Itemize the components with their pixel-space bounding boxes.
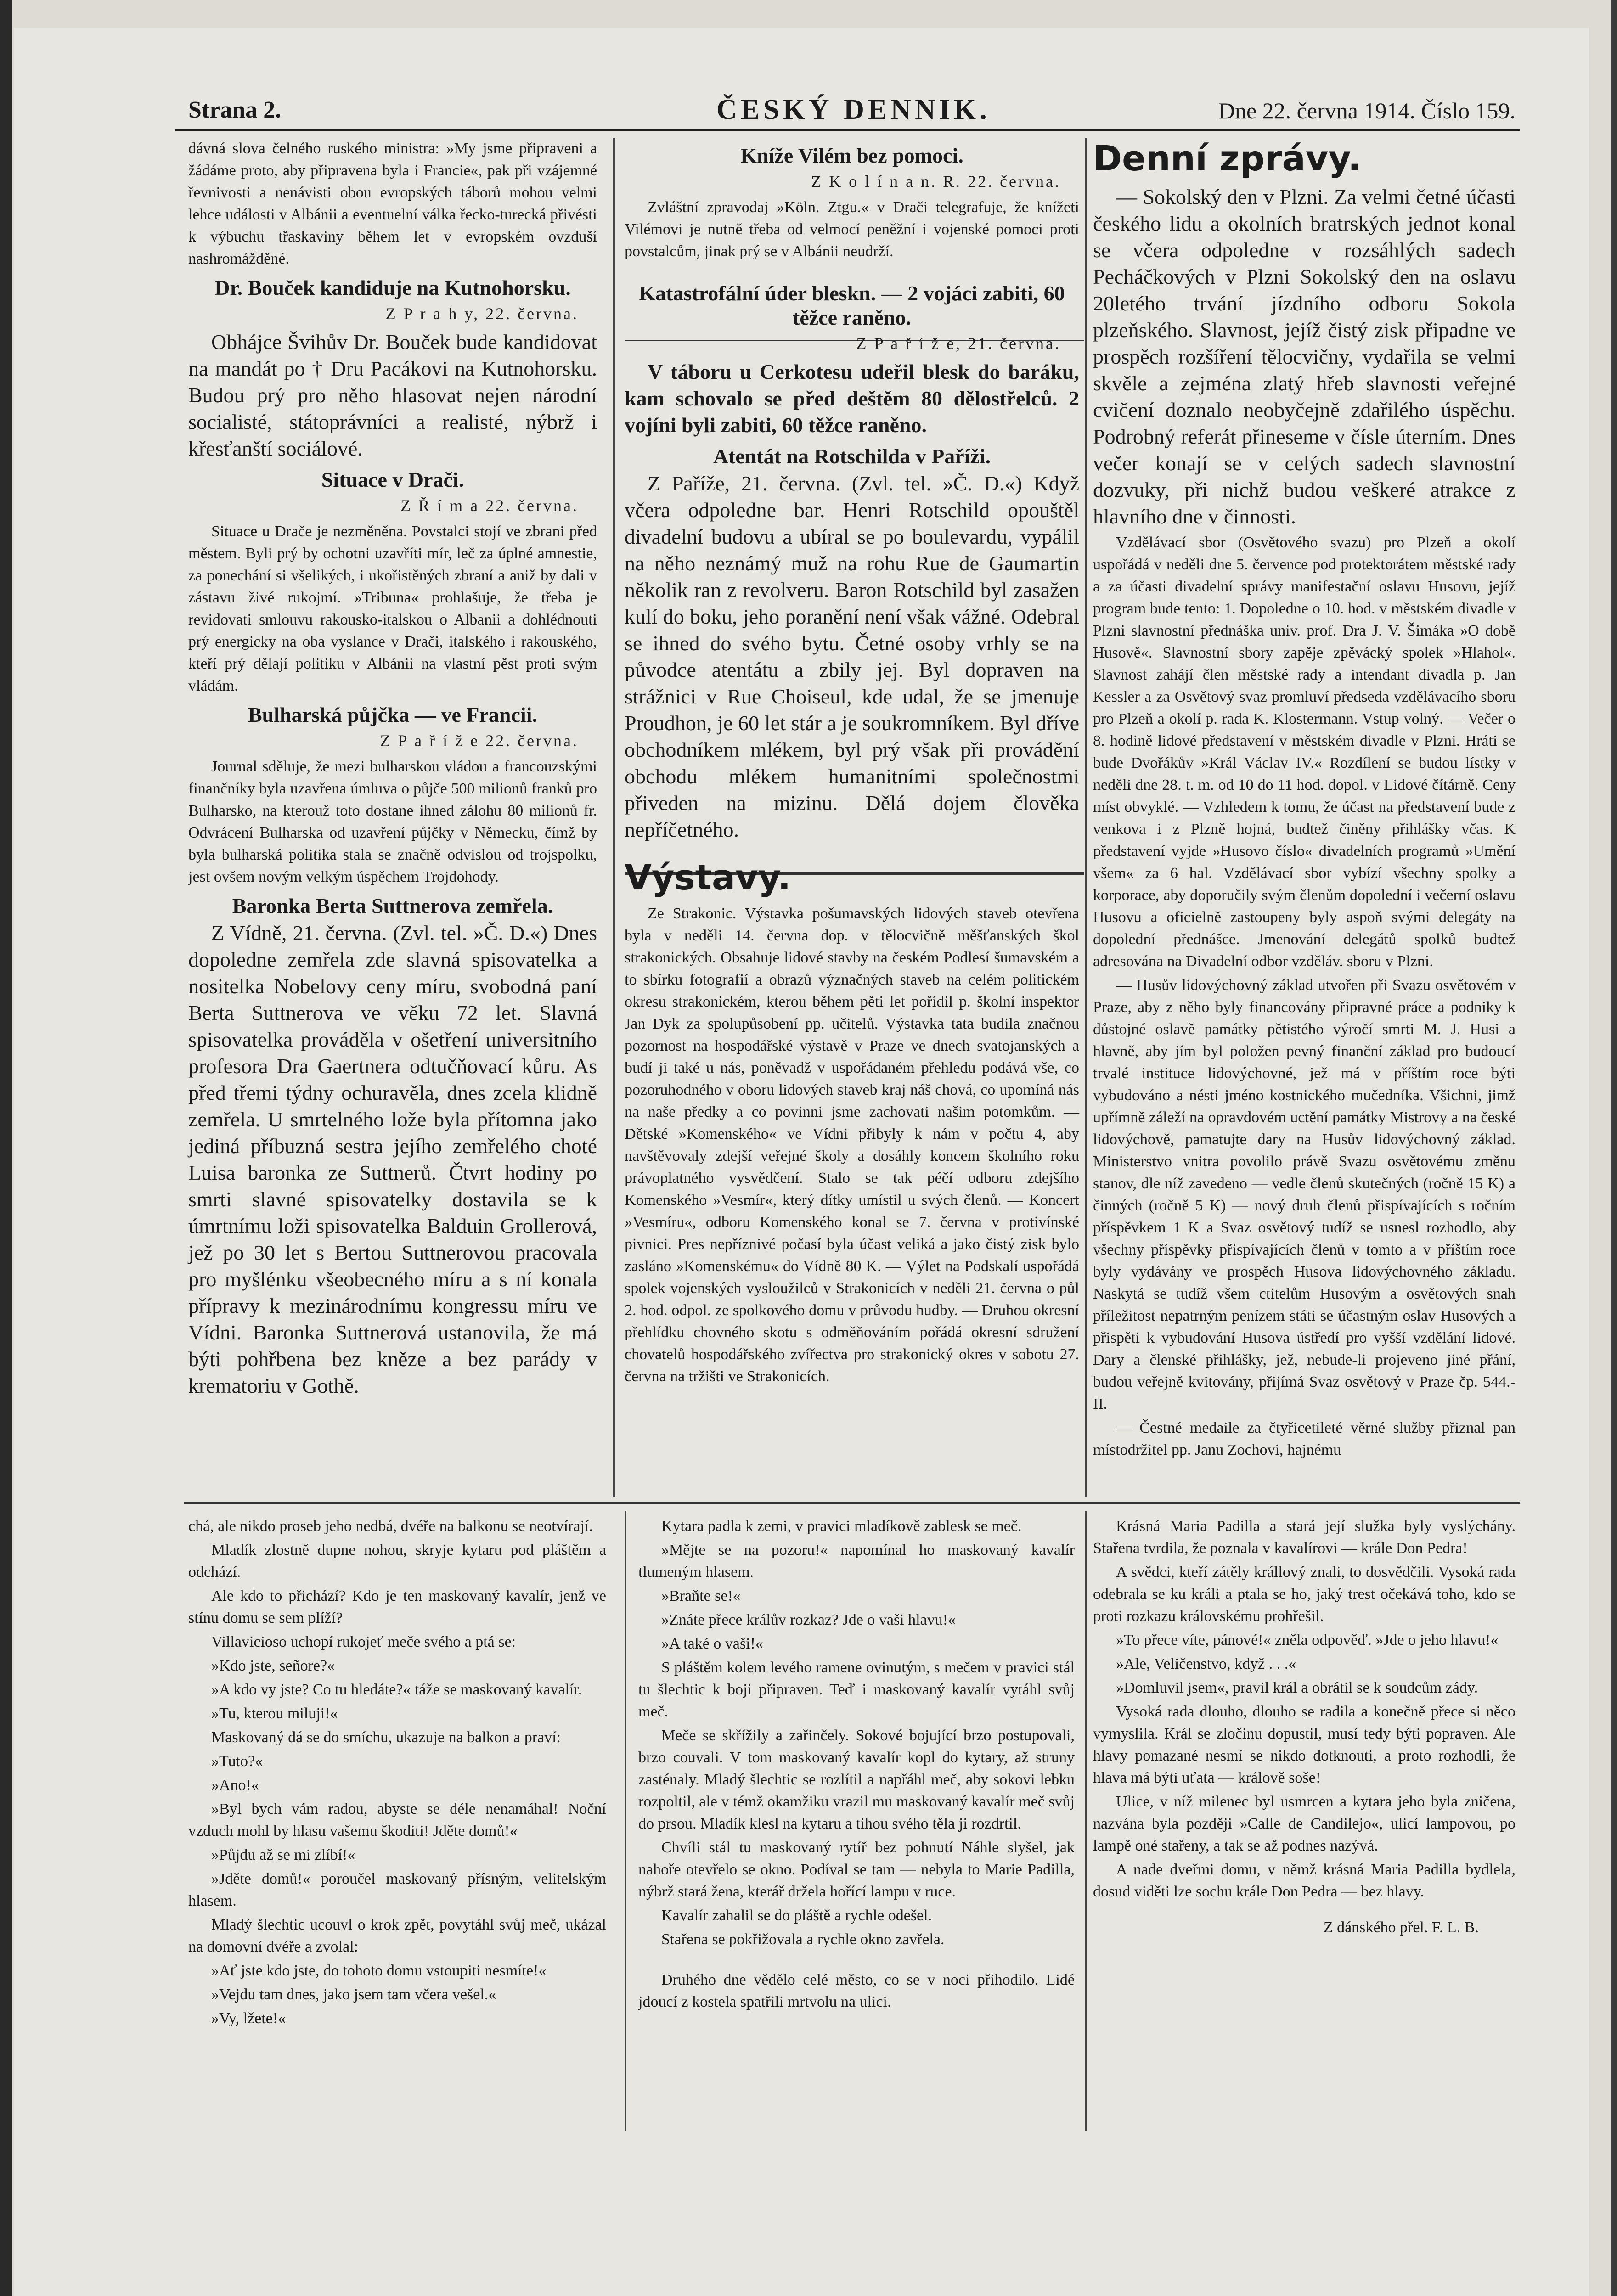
feuilleton-paragraph: »Tu, kterou miluji!«: [211, 1705, 338, 1722]
feuilleton-paragraph: Mladík zlostně dupne nohou, skryje kytaru pod pláštěm a odchází.: [188, 1542, 606, 1581]
headline: Katastrofální úder bleskn. — 2 vojáci zabiti, 60 těžce raněno.: [639, 281, 1065, 329]
feuilleton-paragraph: »Braňte se!«: [661, 1587, 741, 1604]
feuilleton-paragraph: »Ale, Veličenstvo, když . . .«: [1116, 1655, 1296, 1672]
feuilleton-paragraph: »Vejdu tam dnes, jako jsem tam včera vešel.«: [211, 1986, 496, 2003]
feuilleton-paragraph: »Vy, lžete!«: [211, 2010, 286, 2027]
issue-date: Dne 22. června 1914. Číslo 159.: [1218, 98, 1516, 124]
feuilleton-paragraph: »Mějte se na pozoru!« napomínal ho maskovaný kavalír tlumeným hlasem.: [638, 1542, 1075, 1581]
feuilleton-paragraph: »Kdo jste, señore?«: [211, 1657, 335, 1674]
article-body: Zvláštní zpravodaj »Köln. Ztgu.« v Drači telegrafuje, že knížeti Vilémovi je nutně třeba od velmocí peněžní i vojenské pomoci proti povstalcům, jinak prý se v Albánii neudrží.: [625, 199, 1079, 260]
article-body: Journal sděluje, že mezi bulharskou vládou a francouzskými finančníky byla uzavřena úmluva o půjče 500 milionů franků pro Bulharsko, na kterouž toto dostane ihned zálohu 80 milionů fr. Odvrácení Bulharska od uzavření půjčky v Německu, čímž by byla bulharská politika stala se značně odvislou od trojspolku, jest ovšem novým velkým úspěchem Trojdohody.: [188, 758, 597, 885]
headline: Dr. Bouček kandiduje na Kutnohorsku.: [214, 276, 571, 299]
section-heading: Výstavy.: [625, 857, 791, 898]
article-body: Obhájce Švihův Dr. Bouček bude kandidovat na mandát po † Dru Pacákovi na Kutnohorsku. Budou prý pro něho hlasovat nejen národní socialisté, státoprávníci a realisté, nýbrž i křesťanští sociálové.: [188, 330, 597, 460]
feuilleton-paragraph: »Byl bych vám radou, abyste se déle nenamáhal! Noční vzduch mohl by hlasu vašemu škoditi! Jděte domů!«: [188, 1801, 606, 1840]
feuilleton-paragraph: Villavicioso uchopí rukojeť meče svého a ptá se:: [211, 1633, 516, 1650]
feuilleton-column-1: [188, 1515, 606, 2032]
feuilleton-paragraph: Kytara padla k zemi, v pravici mladíkově zablesk se meč.: [661, 1518, 1022, 1535]
article-body: Z Paříže, 21. června. (Zvl. tel. »Č. D.«) Když včera odpoledne bar. Henri Rotschild opouštěl divadelní budovu a ubíral se po boulevardu, vypálil na něho neznámý muž na rohu Rue de Gaumartin několik ran z revolveru. Baron Rotschild byl zasažen kulí do boku, jeho poranění není však vážné. Odebral se ihned do svého bytu. Četné osoby vrhly se na původce atentátu a zbily jej. Byl dopraven na strážnici v Rue Choiseul, kde udal, že se jmenuje Proudhon, je 60 let stár a je soukromníkem. Byl dříve obchodníkem mlékem, byl prý však při provádění obchodu mlékem humanitními společnostmi přiveden na mizinu. Dělá dojem člověka nepříčetného.: [625, 472, 1079, 841]
feuilleton-column-3: [1093, 1515, 1516, 1939]
feuilleton-paragraph: »Ať jste kdo jste, do tohoto domu vstoupiti nesmíte!«: [211, 1962, 547, 1979]
feuilleton-paragraph: A nade dveřmi domu, v němž krásná Maria Padilla bydlela, dosud viděti lze sochu krále Don Pedra — bez hlavy.: [1093, 1861, 1516, 1900]
feuilleton-paragraph: S pláštěm kolem levého ramene ovinutým, s mečem v pravici stál tu šlechtic k boji připraven. Teď i maskovaný kavalír vytáhl svůj meč.: [638, 1659, 1075, 1720]
column-2: [625, 138, 1079, 1390]
feuilleton-paragraph: »Domluvil jsem«, pravil král a obrátil se k soudcům zády.: [1116, 1679, 1478, 1696]
feuilleton-paragraph: Maskovaný dá se do smíchu, ukazuje na balkon a praví:: [211, 1729, 561, 1746]
page-header: [175, 87, 1520, 131]
feuilleton-paragraph: »Tuto?«: [211, 1753, 263, 1770]
article-body: — Čestné medaile za čtyřicetileté věrné služby přiznal pan místodržitel pp. Janu Zochovi, hajnému: [1093, 1419, 1516, 1458]
article-body: Situace u Drače je nezměněna. Povstalci stojí ve zbrani před městem. Byli prý by ochotni uzavříti mír, leč za úplné amnestie, za ponechání si všelikých, i ukořistěných zbraní a aniž by dali v zástavu živé rukojmí. »Tribuna« prohlašuje, že třeba je revidovati smlouvu rakousko-italskou o Albanii a dohlédnouti prý energicky na oba vyslance v Drači, italského i rakouského, kteří prý dělají politiku v Albánii na vlastní pěst proti svým vládám.: [188, 523, 597, 694]
dateline: Z P a ř í ž e, 21. června.: [856, 334, 1061, 353]
headline: Atentát na Rotschilda v Paříži.: [713, 445, 991, 468]
page-number: Strana 2.: [188, 97, 282, 123]
feuilleton-paragraph: »A také o vaši!«: [661, 1635, 763, 1652]
translator-signature: Z dánského přel. F. L. B.: [1323, 1919, 1479, 1936]
article-continuation: dávná slova čelného ruského ministra: »My jsme připraveni a žádáme proto, aby připravena byla i Francie«, pak při vzájemné řevnivosti a nenávisti obou evropských táborů mohou velmi lehce události v Albánii a eventuelní válka řecko-turecká přivésti k výbuchu třaskaviny během let v evropském ovzduší nashromážděné.: [188, 140, 597, 267]
headline: Baronka Berta Suttnerova zemřela.: [232, 894, 553, 917]
feuilleton-paragraph: Mladý šlechtic ucouvl o krok zpět, povytáhl svůj meč, ukázal na domovní dvéře a zvolal:: [188, 1916, 606, 1955]
feuilleton-paragraph: »Jděte domů!« poroučel maskovaný přísným, velitelským hlasem.: [188, 1870, 606, 1909]
feuilleton-paragraph: Krásná Maria Padilla a stará její služka byly vyslýchány. Stařena tvrdila, že poznala v kavalírovi — krále Don Pedra!: [1093, 1518, 1516, 1557]
feuilleton-paragraph: »A kdo vy jste? Co tu hledáte?« táže se maskovaný kavalír.: [211, 1681, 582, 1698]
dateline: Z P a ř í ž e 22. června.: [380, 732, 579, 750]
feuilleton-paragraph: »To přece víte, pánové!« zněla odpověď. »Jde o jeho hlavu!«: [1116, 1632, 1499, 1649]
feuilleton-paragraph: »Znáte přece králův rozkaz? Jde o vaši hlavu!«: [661, 1611, 956, 1628]
feuilleton-paragraph: Stařena se pokřižovala a rychle okno zavřela.: [661, 1931, 945, 1948]
article-body: — Husův lidovýchovný základ utvořen při Svazu osvětovém v Praze, aby z něho byly financovány připravné práce a podniky k důstojné oslavě památky pětistého výročí smrti M. J. Husi a hlavně, aby jím byl položen pevný finanční základ pro budoucí trvalé instituce lidovýchovné, jež má v příštím roce býti vybudováno a nésti jméno kostnického mučedníka. Všichni, jimž upřímně záleží na opravdovém uctění památky Mistrovy a na české lidovýchově, pamatujte dary na Husův lidovýchovný základ. Ministerstvo vnitra povolilo právě Svazu osvětovému změnu stanov, dle níž zavedeno — vedle členů skutečných (ročně 15 K) a činných (ročně 5 K) — nový druh členů přispívajících s ročním příspěvkem 1 K a Svaz osvětový tudíž se usnesl rozhodlo, aby všechny příspěvky přispívajících členů v tomto a v příštím roce byly vydávány ve prospěch Husova lidovýchovného základu. Naskytá se tudíž všem ctitelům Husovým a osvětových snah příležitost nepatrným penízem státi se účastným oslav Husových a přispěti k vybudování Husova ústředí pro vyšší vzdělání lidové. Dary a členské přihlášky, jež, nebude-li projeveno jiné přání, budou veřejně kvitovány, přijímá Svaz osvětový v Praze čp. 544.-II.: [1093, 977, 1516, 1412]
feuilleton-paragraph: Ale kdo to přichází? Kdo je ten maskovaný kavalír, jenž ve stínu domu se sem plíží?: [188, 1587, 606, 1626]
article-body: Vzdělávací sbor (Osvětového svazu) pro Plzeň a okolí uspořádá v neděli dne 5. července pod protektorátem městské rady a za účasti divadelní správy manifestační oslavu Husovu, jejíž program bude tento: 1. Dopoledne o 10. hod. v městském divadle v Plzni slavnostní přednáška univ. prof. Dra J. V. Šimáka »O době Husově«. Slavnostní sbory zapěje zpěvácký spolek »Hlahol«. Slavnost zahájí člen městské rady a intendant divadla p. Jan Kessler a za Osvětový svaz promluví předseda vzdělávacího sboru pro Plzeň a okolí p. rada K. Klostermann. Vstup volný. — Večer o 8. hodině lidové představení v městském divadle v Plzni. Hráti se bude Dvořákův »Král Václav IV.« Rozdílení se budou lístky v neděli dne 28. t. m. od 10 do 11 hod. dopol. v Lidové čítárně. Ceny míst obvyklé. — Vzhledem k tomu, že účast na představení bude z venkova i z Plzně hojná, budtež činěny přihlášky včas. K představení vyjde »Husovo číslo« divadelních programů »Umění všem« za 6 hal. Vzdělávací sbor vybízí všechny spolky a korporace, aby doporučily svým členům dopolední i večerní oslavu Husovu a oficielně zastoupeny byly aspoň svými delegáty na dopolední přednášce. Jmenování delegátů spolků budtež adresována na Divadelní odbor vzděláv. sboru v Plzni.: [1093, 534, 1516, 970]
feuilleton-paragraph: »Půjdu až se mi zlíbí!«: [211, 1846, 355, 1863]
column-rule: [1085, 138, 1087, 1497]
feuilleton-paragraph: Druhého dne vědělo celé město, co se v noci přihodilo. Lidé jdoucí z kostela spatřili mrtvolu na ulici.: [638, 1971, 1075, 2010]
feuilleton-paragraph: »Ano!«: [211, 1777, 259, 1794]
masthead: ČESKÝ DENNIK.: [716, 94, 991, 125]
feuilleton-paragraph: Vysoká rada dlouho, dlouho se radila a konečně přece si něco vymyslila. Král se zločinu dopustil, musí tedy býti popraven. Ale hlavy pomazané nesmí se nikdo dotknouti, a proto rozhodli, že hlava má býti uťata — králově soše!: [1093, 1703, 1516, 1786]
article-body: V táboru u Cerkotesu udeřil blesk do baráku, kam schovalo se před deštěm 80 dělostřelců. 2 vojíni byli zabiti, 60 těžce raněno.: [625, 360, 1079, 437]
column-rule: [1085, 1511, 1087, 2131]
headline: Situace v Drači.: [321, 468, 464, 491]
feuilleton-paragraph: chá, ale nikdo proseb jeho nedbá, dvéře na balkonu se neotvírají.: [188, 1518, 593, 1535]
scan-border-right: [1611, 0, 1617, 2296]
feuilleton-paragraph: Ulice, v níž milenec byl usmrcen a kytara jeho byla zničena, nazvána byla později »Calle de Candilejo«, ulicí lampovou, po lampě oné stařeny, a tak se až podnes nazývá.: [1093, 1793, 1516, 1854]
dateline: Z K o l í n a n. R. 22. června.: [811, 172, 1061, 191]
column-rule: [625, 1511, 626, 2131]
dateline: Z Ř í m a 22. června.: [400, 496, 579, 515]
article-body: Ze Strakonic. Výstavka pošumavských lidových staveb otevřena byla v neděli 14. června dop. v tělocvičně měšťanských škol strakonických. Obsahuje lidové stavby na českém Podlesí šumavském a to sbírku fotografií a obrazů význačných staveb na celém politickém okresu strakonickém, kterou během pěti let pořídil p. školní inspektor Jan Dyk za spolupůsobení pp. učitelů. Výstavka tata budila značnou pozornost na hospodářské výstavě v Praze ve dnech svatojanských a budí ji také u nás, poněvadž v uspořádaném přehledu podává vše, co pozoruhodného v oboru lidových staveb kraj náš chová, co upomíná nás na naše předky a co povinni jsme zachovati našim potomkům. — Dětské »Komenského« ve Vídni přibyly k nám v počtu 4, aby navštěvovaly zdejší veřejné školy a dosáhly koncem školního roku právoplatného vysvědčení. Stalo se tak péčí odboru zdejšího Komenského »Vesmír«, který dítky umístil u svých členů. — Koncert »Vesmíru«, odboru Komenského konal se 7. června v protivínské pivnici. Pres nepříznivé počasí byla účast veliká a jako čistý zisk bylo zasláno »Komenskému« do Vídně 80 K. — Výlet na Podskalí uspořádá spolek vojenských vysloužilců v Strakonicích v neděli 21. června o půl 2. hod. odpol. ze spolkového domu v průvodu hudby. — Druhou okresní přehlídku chovného skotu s odměňováním pořádá okresní sdružení chovatelů hospodářského zvířectva pro strakonický okres v sobotu 27. června na tržišti ve Strakonicích.: [625, 905, 1079, 1385]
column-1: [188, 138, 597, 1401]
feuilleton-paragraph: Kavalír zahalil se do pláště a rychle odešel.: [661, 1907, 932, 1924]
feuilleton-paragraph: A svědci, kteří zátěly krállový znali, to dosvědčili. Vysoká rada odebrala se ku králi a ptala se ho, jaký trest očekává toho, kdo se proti rozkazu královskému prohřešil.: [1093, 1564, 1516, 1625]
feuilleton-paragraph: Meče se skřížily a zařinčely. Sokové bojující brzo postupovali, brzo couvali. V tom maskovaný kavalír kopl do kytary, až struny zasténaly. Mladý šlechtic se rozlítil a napřáhl meč, aby sokovi lebku rozpoltil, ale v témž okamžiku vrazil mu maskovaný kavalír meč svůj do prsou. Mladík klesl na kytaru a tihou svého těla ji rozdrtil.: [638, 1727, 1075, 1832]
dateline: Z P r a h y, 22. června.: [385, 304, 579, 323]
article-body: Z Vídně, 21. června. (Zvl. tel. »Č. D.«) Dnes dopoledne zemřela zde slavná spisovatelka a nositelka Nobelovy ceny míru, svobodná paní Berta Suttnerova ve věku 72 let. Slavná spisovatelka prováděla v ošetření universitního profesora Dra Gaertnera odtučňovací kůru. As před třemi týdny ochuravěla, dnes zcela klidně zemřela. U smrtelného lože byla přítomna jako jediná příbuzná sestra jejího zemřelého choté Luisa baronka ze Suttnerů. Čtvrt hodiny po smrti slavné spisovatelky dostavila se k úmrtnímu loži spisovatelka Balduin Grollerová, jež po 30 let s Bertou Suttnerovou pracovala pro myšlénku všeobecného míru a s ní konala přípravy k mezinárodnímu kongressu míru ve Vídni. Baronka Suttnerová ustanovila, že má býti pohřbena bez kněze a bez parády v krematoriu v Gothě.: [188, 921, 597, 1397]
column-rule: [613, 138, 615, 1497]
feuilleton-divider: [184, 1502, 1520, 1504]
feuilleton-paragraph: Chvíli stál tu maskovaný rytíř bez pohnutí Náhle slyšel, jak nahoře otevřelo se okno. Podíval se tam — nebyla to Marie Padilla, nýbrž stará žena, kterář držela hořící lampu v ruce.: [638, 1839, 1075, 1900]
headline: Kníže Vilém bez pomoci.: [740, 144, 963, 167]
column-3: [1093, 138, 1516, 1463]
section-heading: Denní zprávy.: [1093, 138, 1361, 179]
feuilleton-column-2: [638, 1515, 1075, 2015]
scan-border-left: [0, 0, 12, 2296]
headline: Bulharská půjčka — ve Francii.: [248, 703, 537, 726]
article-body: — Sokolský den v Plzni. Za velmi četné účasti českého lidu a okolních bratrských jednot konal se včera odpoledne v rozsáhlých sadech Pecháčkových v Plzni Sokolský den na oslavu 20letého trvání jízdního odboru Sokola plzeňského. Slavnost, jejíž čistý zisk připadne ve prospěch rozšíření tělocvičny, vydařila se velmi skvěle a zejména zlatý hřeb slavnosti veřejné cvičení doznalo neobyčejně zdařilého úspěchu. Podrobný referát přineseme v čísle úterním. Dnes večer konají se v celých sadech slavnostní dozvuky, při nichž budou veškeré atrakce z hlavního dne v činnosti.: [1093, 185, 1516, 528]
